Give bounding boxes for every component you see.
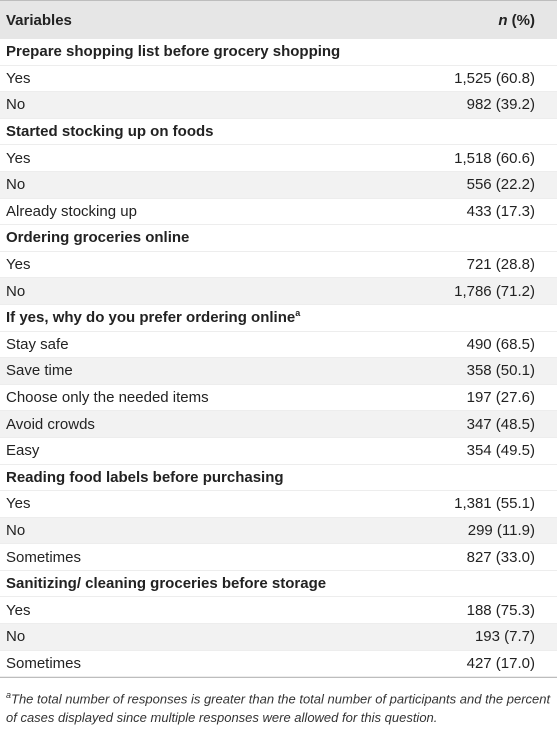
row-value: 347 (48.5) bbox=[466, 415, 535, 433]
table-row bbox=[0, 145, 557, 172]
row-value: 433 (17.3) bbox=[466, 202, 535, 220]
footnote-marker: a bbox=[6, 690, 12, 701]
section-label bbox=[6, 309, 300, 326]
row-label bbox=[6, 362, 73, 379]
row-value: 299 (11.9) bbox=[467, 521, 535, 539]
row-value: 1,381 (55.1) bbox=[454, 495, 535, 513]
row-label bbox=[6, 416, 95, 433]
row-value: 1,786 (71.2) bbox=[454, 282, 535, 300]
label-text: Sanitizing/ cleaning groceries before storage bbox=[6, 575, 327, 593]
row-value: 1,525 (60.8) bbox=[454, 69, 535, 87]
table-row bbox=[0, 252, 557, 279]
row-value: 1,518 (60.6) bbox=[454, 149, 535, 167]
row-label bbox=[6, 336, 69, 353]
table-row bbox=[0, 278, 557, 305]
table-row bbox=[0, 385, 557, 412]
row-label bbox=[6, 150, 30, 167]
label-text: Yes bbox=[6, 149, 31, 167]
label-text: Reading food labels before purchasing bbox=[6, 468, 284, 486]
section-label bbox=[6, 229, 189, 246]
row-label bbox=[6, 389, 209, 406]
label-text: Already stocking up bbox=[6, 202, 137, 220]
label-text: Avoid crowds bbox=[6, 415, 95, 433]
label-text: Started stocking up on foods bbox=[6, 123, 214, 141]
row-value: 827 (33.0) bbox=[466, 548, 535, 566]
row-value: 358 (50.1) bbox=[466, 362, 535, 380]
row-value: 427 (17.0) bbox=[466, 654, 535, 672]
table-row bbox=[0, 172, 557, 199]
table-row bbox=[0, 66, 557, 93]
row-value: 721 (28.8) bbox=[466, 256, 535, 274]
section-row bbox=[0, 39, 557, 66]
label-text: Yes bbox=[6, 69, 31, 87]
label-text: No bbox=[6, 282, 26, 300]
footnote-text: The total number of responses is greater than the total number of participants and the percent of cases displayed since multiple responses were allowed for this question. bbox=[6, 691, 551, 725]
label-text: No bbox=[6, 96, 26, 114]
label-text: Yes bbox=[6, 256, 31, 274]
label-text: Ordering groceries online bbox=[6, 229, 190, 247]
row-label bbox=[6, 522, 25, 539]
row-label bbox=[6, 203, 137, 220]
table-row bbox=[0, 651, 557, 678]
label-text: No bbox=[6, 628, 26, 646]
row-value: 197 (27.6) bbox=[466, 389, 535, 407]
section-row bbox=[0, 571, 557, 598]
row-label bbox=[6, 628, 25, 645]
section-label bbox=[6, 123, 214, 140]
label-text: Easy bbox=[6, 442, 40, 460]
header-n-percent bbox=[498, 12, 535, 29]
table-row bbox=[0, 544, 557, 571]
row-label bbox=[6, 549, 81, 566]
section-label bbox=[6, 43, 340, 60]
table-body bbox=[0, 39, 557, 677]
table-row bbox=[0, 597, 557, 624]
label-text: Stay safe bbox=[6, 335, 69, 353]
section-row bbox=[0, 225, 557, 252]
row-label bbox=[6, 283, 25, 300]
section-row bbox=[0, 305, 557, 332]
table-row bbox=[0, 199, 557, 226]
section-row bbox=[0, 119, 557, 146]
table-row bbox=[0, 624, 557, 651]
row-value: 354 (49.5) bbox=[466, 442, 535, 460]
label-text: If yes, why do you prefer ordering online bbox=[6, 309, 296, 327]
row-label bbox=[6, 442, 39, 459]
label-text: No bbox=[6, 176, 26, 194]
row-label bbox=[6, 602, 30, 619]
table-row bbox=[0, 518, 557, 545]
header-pct: (%) bbox=[507, 11, 535, 29]
label-text: Choose only the needed items bbox=[6, 389, 209, 407]
label-text: Yes bbox=[6, 495, 31, 513]
table-row bbox=[0, 92, 557, 119]
label-text: No bbox=[6, 521, 26, 539]
header-variables: Variables bbox=[6, 11, 72, 29]
section-label bbox=[6, 469, 284, 486]
label-text: Save time bbox=[6, 362, 73, 380]
row-label bbox=[6, 176, 25, 193]
label-text: Sometimes bbox=[6, 548, 82, 566]
header-n: n bbox=[498, 11, 508, 29]
label-text: Yes bbox=[6, 601, 31, 619]
row-value: 556 (22.2) bbox=[466, 176, 535, 194]
footnote-ref: a bbox=[295, 308, 301, 319]
row-value: 193 (7.7) bbox=[474, 628, 535, 646]
row-label bbox=[6, 256, 30, 273]
row-label bbox=[6, 96, 25, 113]
section-row bbox=[0, 465, 557, 492]
row-value: 490 (68.5) bbox=[466, 335, 535, 353]
row-label bbox=[6, 495, 30, 512]
label-text: Prepare shopping list before grocery shopping bbox=[6, 43, 341, 61]
row-value: 188 (75.3) bbox=[466, 601, 535, 619]
table-row bbox=[0, 332, 557, 359]
row-label bbox=[6, 655, 81, 672]
label-text: Sometimes bbox=[6, 654, 82, 672]
table-row bbox=[0, 411, 557, 438]
table-row bbox=[0, 491, 557, 518]
table-header bbox=[0, 0, 557, 39]
table-row bbox=[0, 358, 557, 385]
section-label bbox=[6, 575, 326, 592]
table-footnote bbox=[0, 678, 557, 726]
table-row bbox=[0, 438, 557, 465]
row-value: 982 (39.2) bbox=[466, 96, 535, 114]
row-label bbox=[6, 70, 30, 87]
